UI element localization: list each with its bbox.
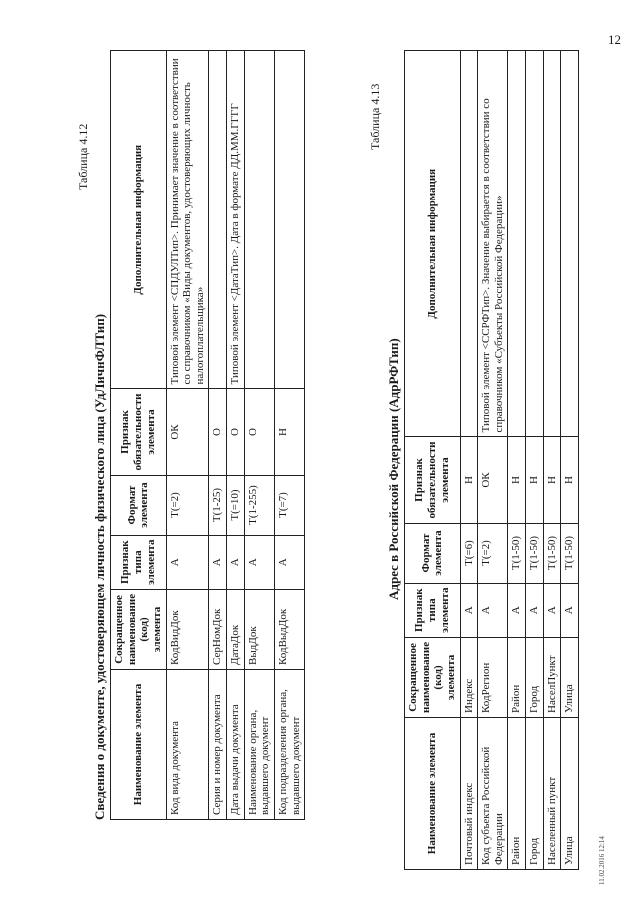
cell-info xyxy=(543,51,561,437)
cell-format: Т(1-50) xyxy=(543,523,561,583)
cell-format: Т(1-50) xyxy=(508,523,526,583)
table-row xyxy=(508,51,526,870)
table-4-12 xyxy=(110,50,305,820)
table-header-row xyxy=(405,51,461,870)
table-title-4-13: Адрес в Российской Федерации (АдрРФТип) xyxy=(386,338,401,600)
cell-name: Улица xyxy=(561,718,579,870)
table-row xyxy=(209,51,227,820)
cell-code: Индекс xyxy=(460,637,478,717)
table-label-4-13: Таблица 4.13 xyxy=(368,83,382,150)
cell-info xyxy=(209,51,227,389)
cell-type: А xyxy=(244,535,274,589)
cell-req: Н xyxy=(526,437,544,523)
cell-info: Типовой элемент <СПДУЛТип>. Принимает значение в соответствии со справочником «Виды документов, удостоверяющих личность налогоплательщика» xyxy=(166,51,209,389)
cell-name: Код вида документа xyxy=(166,670,209,820)
cell-code: НаселПункт xyxy=(543,637,561,717)
cell-code: Улица xyxy=(561,637,579,717)
cell-type: А xyxy=(478,583,508,637)
cell-type: А xyxy=(460,583,478,637)
table-row xyxy=(543,51,561,870)
cell-req: ОК xyxy=(478,437,508,523)
column-header: Дополнительная информация xyxy=(405,51,461,437)
cell-req: Н xyxy=(275,389,305,475)
cell-info xyxy=(526,51,544,437)
cell-req: ОК xyxy=(166,389,209,475)
page-number: 12 xyxy=(608,32,621,47)
table-row xyxy=(526,51,544,870)
table-title-4-12: Сведения о документе, удостоверяющем личность физического лица (УдЛичнФЛТип) xyxy=(92,313,107,820)
table-row xyxy=(561,51,579,870)
cell-type: А xyxy=(227,535,245,589)
table-header-row xyxy=(111,51,167,820)
cell-type: А xyxy=(543,583,561,637)
table-row xyxy=(460,51,478,870)
cell-req: О xyxy=(227,389,245,475)
cell-format: Т(=2) xyxy=(478,523,508,583)
cell-req: Н xyxy=(508,437,526,523)
cell-format: Т(1-255) xyxy=(244,475,274,535)
cell-code: Город xyxy=(526,637,544,717)
column-header: Признак типа элемента xyxy=(405,583,461,637)
cell-type: А xyxy=(561,583,579,637)
cell-name: Дата выдачи документа xyxy=(227,670,245,820)
column-header: Наименование элемента xyxy=(111,670,167,820)
cell-info xyxy=(244,51,274,389)
cell-req: Н xyxy=(543,437,561,523)
cell-code: КодРегион xyxy=(478,637,508,717)
cell-req: О xyxy=(209,389,227,475)
cell-type: А xyxy=(209,535,227,589)
cell-code: КодВыдДок xyxy=(275,589,305,669)
column-header: Формат элемента xyxy=(405,523,461,583)
cell-format: Т(=7) xyxy=(275,475,305,535)
cell-type: А xyxy=(166,535,209,589)
cell-name: Наименование органа, выдавшего документ xyxy=(244,670,274,820)
cell-format: Т(=10) xyxy=(227,475,245,535)
table-4-13 xyxy=(404,50,579,870)
column-header: Формат элемента xyxy=(111,475,167,535)
rotated-content xyxy=(70,30,610,890)
cell-format: Т(=2) xyxy=(166,475,209,535)
cell-info xyxy=(561,51,579,437)
cell-type: А xyxy=(526,583,544,637)
table-label-4-12: Таблица 4.12 xyxy=(76,123,90,190)
cell-name: Код субъекта Российской Федерации xyxy=(478,718,508,870)
cell-name: Серия и номер документа xyxy=(209,670,227,820)
column-header: Сокращенное наименование (код) элемента xyxy=(405,637,461,717)
column-header: Признак обязательности элемента xyxy=(111,389,167,475)
cell-name: Район xyxy=(508,718,526,870)
cell-info: Типовой элемент <ССРФТип>. Значение выбирается в соответствии со справочником «Субъекты Российской Федерации» xyxy=(478,51,508,437)
cell-req: Н xyxy=(460,437,478,523)
cell-code: СерНомДок xyxy=(209,589,227,669)
cell-info: Типовой элемент <ДатаТип>. Дата в формате ДД.ММ.ГГГГ xyxy=(227,51,245,389)
cell-format: Т(=6) xyxy=(460,523,478,583)
table-row xyxy=(166,51,209,820)
column-header: Сокращенное наименование (код) элемента xyxy=(111,589,167,669)
cell-format: Т(1-50) xyxy=(561,523,579,583)
cell-code: ДатаДок xyxy=(227,589,245,669)
cell-type: А xyxy=(275,535,305,589)
cell-code: ВыдДок xyxy=(244,589,274,669)
cell-info xyxy=(508,51,526,437)
cell-code: КодВидДок xyxy=(166,589,209,669)
column-header: Наименование элемента xyxy=(405,718,461,870)
cell-name: Код подразделения органа, выдавшего документ xyxy=(275,670,305,820)
cell-req: О xyxy=(244,389,274,475)
cell-code: Район xyxy=(508,637,526,717)
cell-name: Город xyxy=(526,718,544,870)
table-row xyxy=(227,51,245,820)
column-header: Дополнительная информация xyxy=(111,51,167,389)
cell-name: Населенный пункт xyxy=(543,718,561,870)
table-row xyxy=(478,51,508,870)
table-row xyxy=(244,51,274,820)
cell-req: Н xyxy=(561,437,579,523)
table-row xyxy=(275,51,305,820)
column-header: Признак типа элемента xyxy=(111,535,167,589)
cell-format: Т(1-50) xyxy=(526,523,544,583)
column-header: Признак обязательности элемента xyxy=(405,437,461,523)
cell-format: Т(1-25) xyxy=(209,475,227,535)
footer-timestamp: 11.02.2016 12:14 xyxy=(598,836,606,885)
cell-type: А xyxy=(508,583,526,637)
cell-info xyxy=(275,51,305,389)
cell-name: Почтовый индекс xyxy=(460,718,478,870)
cell-info xyxy=(460,51,478,437)
